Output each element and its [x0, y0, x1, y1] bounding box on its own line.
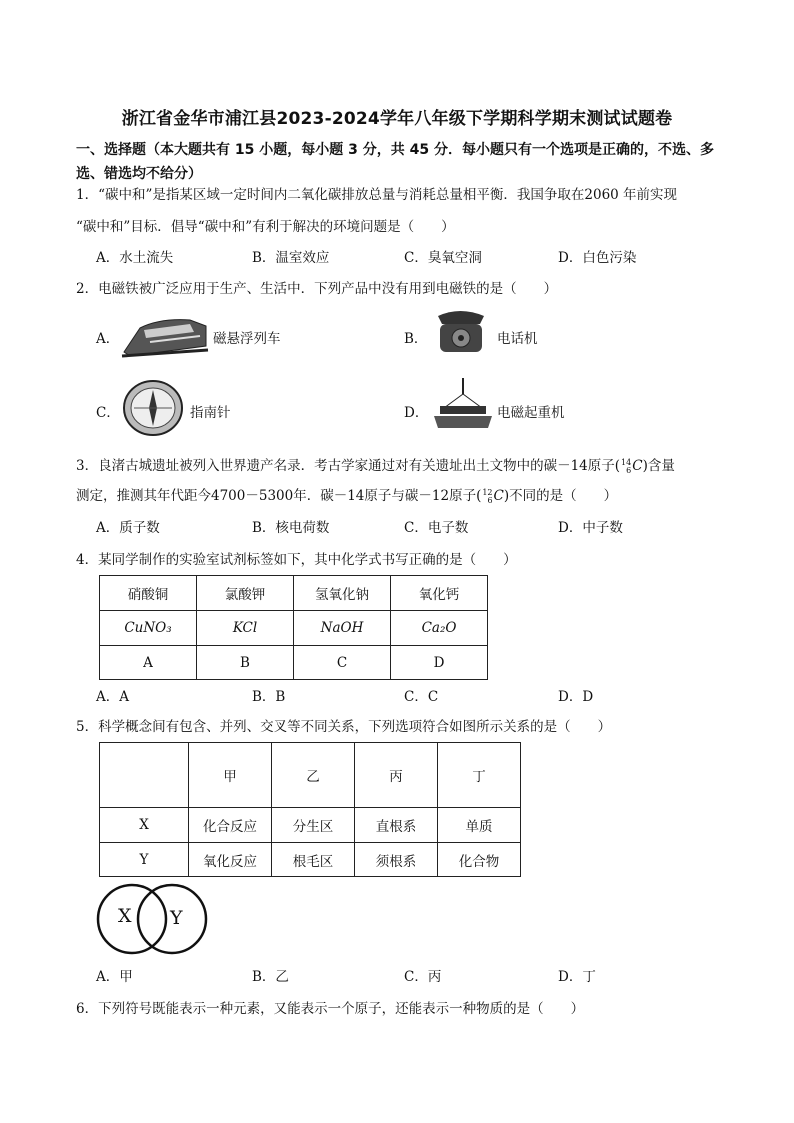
table-cell: 硝酸铜: [100, 576, 197, 611]
q1-option-a[interactable]: A．水土流失: [96, 250, 174, 266]
page-title: 浙江省金华市浦江县2023-2024学年八年级下学期科学期末测试试题卷: [121, 109, 673, 129]
table-cell: B: [197, 646, 294, 680]
table-cell: 直根系: [355, 808, 438, 843]
q1-line1: 1．“碳中和”是指某区域一定时间内二氧化碳排放总量与消耗总量相平衡．我国争取在2060 年前实现: [76, 187, 678, 203]
table-row: [100, 843, 521, 877]
q2-option-c-letter[interactable]: C．: [96, 405, 120, 421]
q6-stem: 6．下列符号既能表示一种元素，又能表示一个原子，还能表示一种物质的是（ ）: [76, 1001, 585, 1017]
q1-option-b[interactable]: B．温室效应: [252, 250, 330, 266]
table-row: [100, 576, 488, 611]
table-row: [100, 743, 521, 808]
q5-option-d[interactable]: D．丁: [558, 969, 596, 985]
q3-option-b[interactable]: B．核电荷数: [252, 520, 330, 536]
venn-diagram: [94, 882, 210, 956]
q2-option-a-letter[interactable]: A．: [96, 331, 120, 347]
table-row: [100, 611, 488, 646]
q1-option-d[interactable]: D．白色污染: [558, 250, 637, 266]
table-cell: CuNO₃: [100, 611, 197, 646]
table-cell: 氢氧化钠: [294, 576, 391, 611]
table-cell: Ca₂O: [391, 611, 488, 646]
carbon14-isotope: [621, 459, 631, 475]
reagent-label-table: [99, 575, 488, 680]
q3-line1: [76, 457, 675, 475]
carbon12-atomic-number: 6: [487, 495, 493, 505]
table-cell: C: [294, 646, 391, 680]
table-cell: 乙: [272, 743, 355, 808]
q5-option-c[interactable]: C．丙: [404, 969, 442, 985]
q3-line2-tail: )不同的是（ ）: [503, 488, 618, 504]
compass-icon: [120, 378, 186, 438]
venn-label-x: X: [118, 905, 132, 927]
q4-stem: 4．某同学制作的实验室试剂标签如下，其中化学式书写正确的是（ ）: [76, 552, 517, 568]
q5-stem: 5．科学概念间有包含、并列、交叉等不同关系，下列选项符合如图所示关系的是（ ）: [76, 719, 612, 735]
carbon12-symbol: C: [493, 488, 504, 504]
concept-relation-table: [99, 742, 521, 877]
table-cell: 须根系: [355, 843, 438, 877]
carbon12-mass-number: 12: [482, 487, 493, 497]
table-cell: 分生区: [272, 808, 355, 843]
table-cell: KCl: [197, 611, 294, 646]
venn-circle-x: [98, 885, 166, 953]
table-cell: 化合物: [438, 843, 521, 877]
carbon14-mass-number: 14: [621, 457, 632, 467]
q3-option-c[interactable]: C．电子数: [404, 520, 469, 536]
table-cell: 氧化钙: [391, 576, 488, 611]
q3-line1-text: 3．良渚古城遗址被列入世界遗产名录．考古学家通过对有关遗址出土文物中的碳－14原子(: [76, 458, 621, 474]
section-heading: 一、选择题（本大题共有 15 小题，每小题 3 分，共 45 分．每小题只有一个选项是正确的，不选、多选、错选均不给分）: [76, 142, 714, 182]
table-cell: 丁: [438, 743, 521, 808]
q2-stem: 2．电磁铁被广泛应用于生产、生活中．下列产品中没有用到电磁铁的是（ ）: [76, 281, 558, 297]
q2-option-c-label: 指南针: [190, 405, 231, 421]
q3-line1-tail: )含量: [642, 458, 675, 474]
carbon14-atomic-number: 6: [626, 465, 632, 475]
q2-option-a-label: 磁悬浮列车: [213, 331, 281, 347]
q2-option-d-letter[interactable]: D．: [404, 405, 429, 421]
q4-option-c[interactable]: C．C: [404, 689, 439, 705]
table-cell: 氧化反应: [189, 843, 272, 877]
table-cell: 根毛区: [272, 843, 355, 877]
table-cell: [100, 743, 189, 808]
table-cell: 氯酸钾: [197, 576, 294, 611]
electromagnetic-crane-icon: [430, 376, 496, 434]
q4-option-b[interactable]: B．B: [252, 689, 286, 705]
q4-option-d[interactable]: D．D: [558, 689, 594, 705]
q5-option-a[interactable]: A．甲: [96, 969, 133, 985]
table-cell: NaOH: [294, 611, 391, 646]
q5-option-b[interactable]: B．乙: [252, 969, 289, 985]
q1-line2: “碳中和”目标．倡导“碳中和”有利于解决的环境问题是（ ）: [76, 219, 455, 235]
telephone-icon: [430, 306, 492, 360]
table-cell: 甲: [189, 743, 272, 808]
venn-label-y: Y: [170, 907, 183, 929]
q3-option-a[interactable]: A．质子数: [96, 520, 160, 536]
table-cell: 丙: [355, 743, 438, 808]
table-cell: A: [100, 646, 197, 680]
table-cell: 单质: [438, 808, 521, 843]
q2-option-b-letter[interactable]: B．: [404, 331, 428, 347]
q3-line2-text: 测定，推测其年代距今4700－5300年．碳－14原子与碳－12原子(: [76, 488, 482, 504]
q3-option-d[interactable]: D．中子数: [558, 520, 623, 536]
carbon12-isotope: [482, 489, 492, 505]
q4-option-a[interactable]: A．A: [96, 689, 129, 705]
table-cell: X: [100, 808, 189, 843]
q3-line2: [76, 487, 617, 505]
table-cell: Y: [100, 843, 189, 877]
q2-option-b-label: 电话机: [497, 331, 538, 347]
carbon14-symbol: C: [632, 458, 643, 474]
table-row: [100, 808, 521, 843]
q1-option-c[interactable]: C．臭氧空洞: [404, 250, 482, 266]
q2-option-d-label: 电磁起重机: [497, 405, 565, 421]
maglev-train-icon: [120, 310, 210, 360]
table-row: [100, 646, 488, 680]
table-cell: 化合反应: [189, 808, 272, 843]
table-cell: D: [391, 646, 488, 680]
